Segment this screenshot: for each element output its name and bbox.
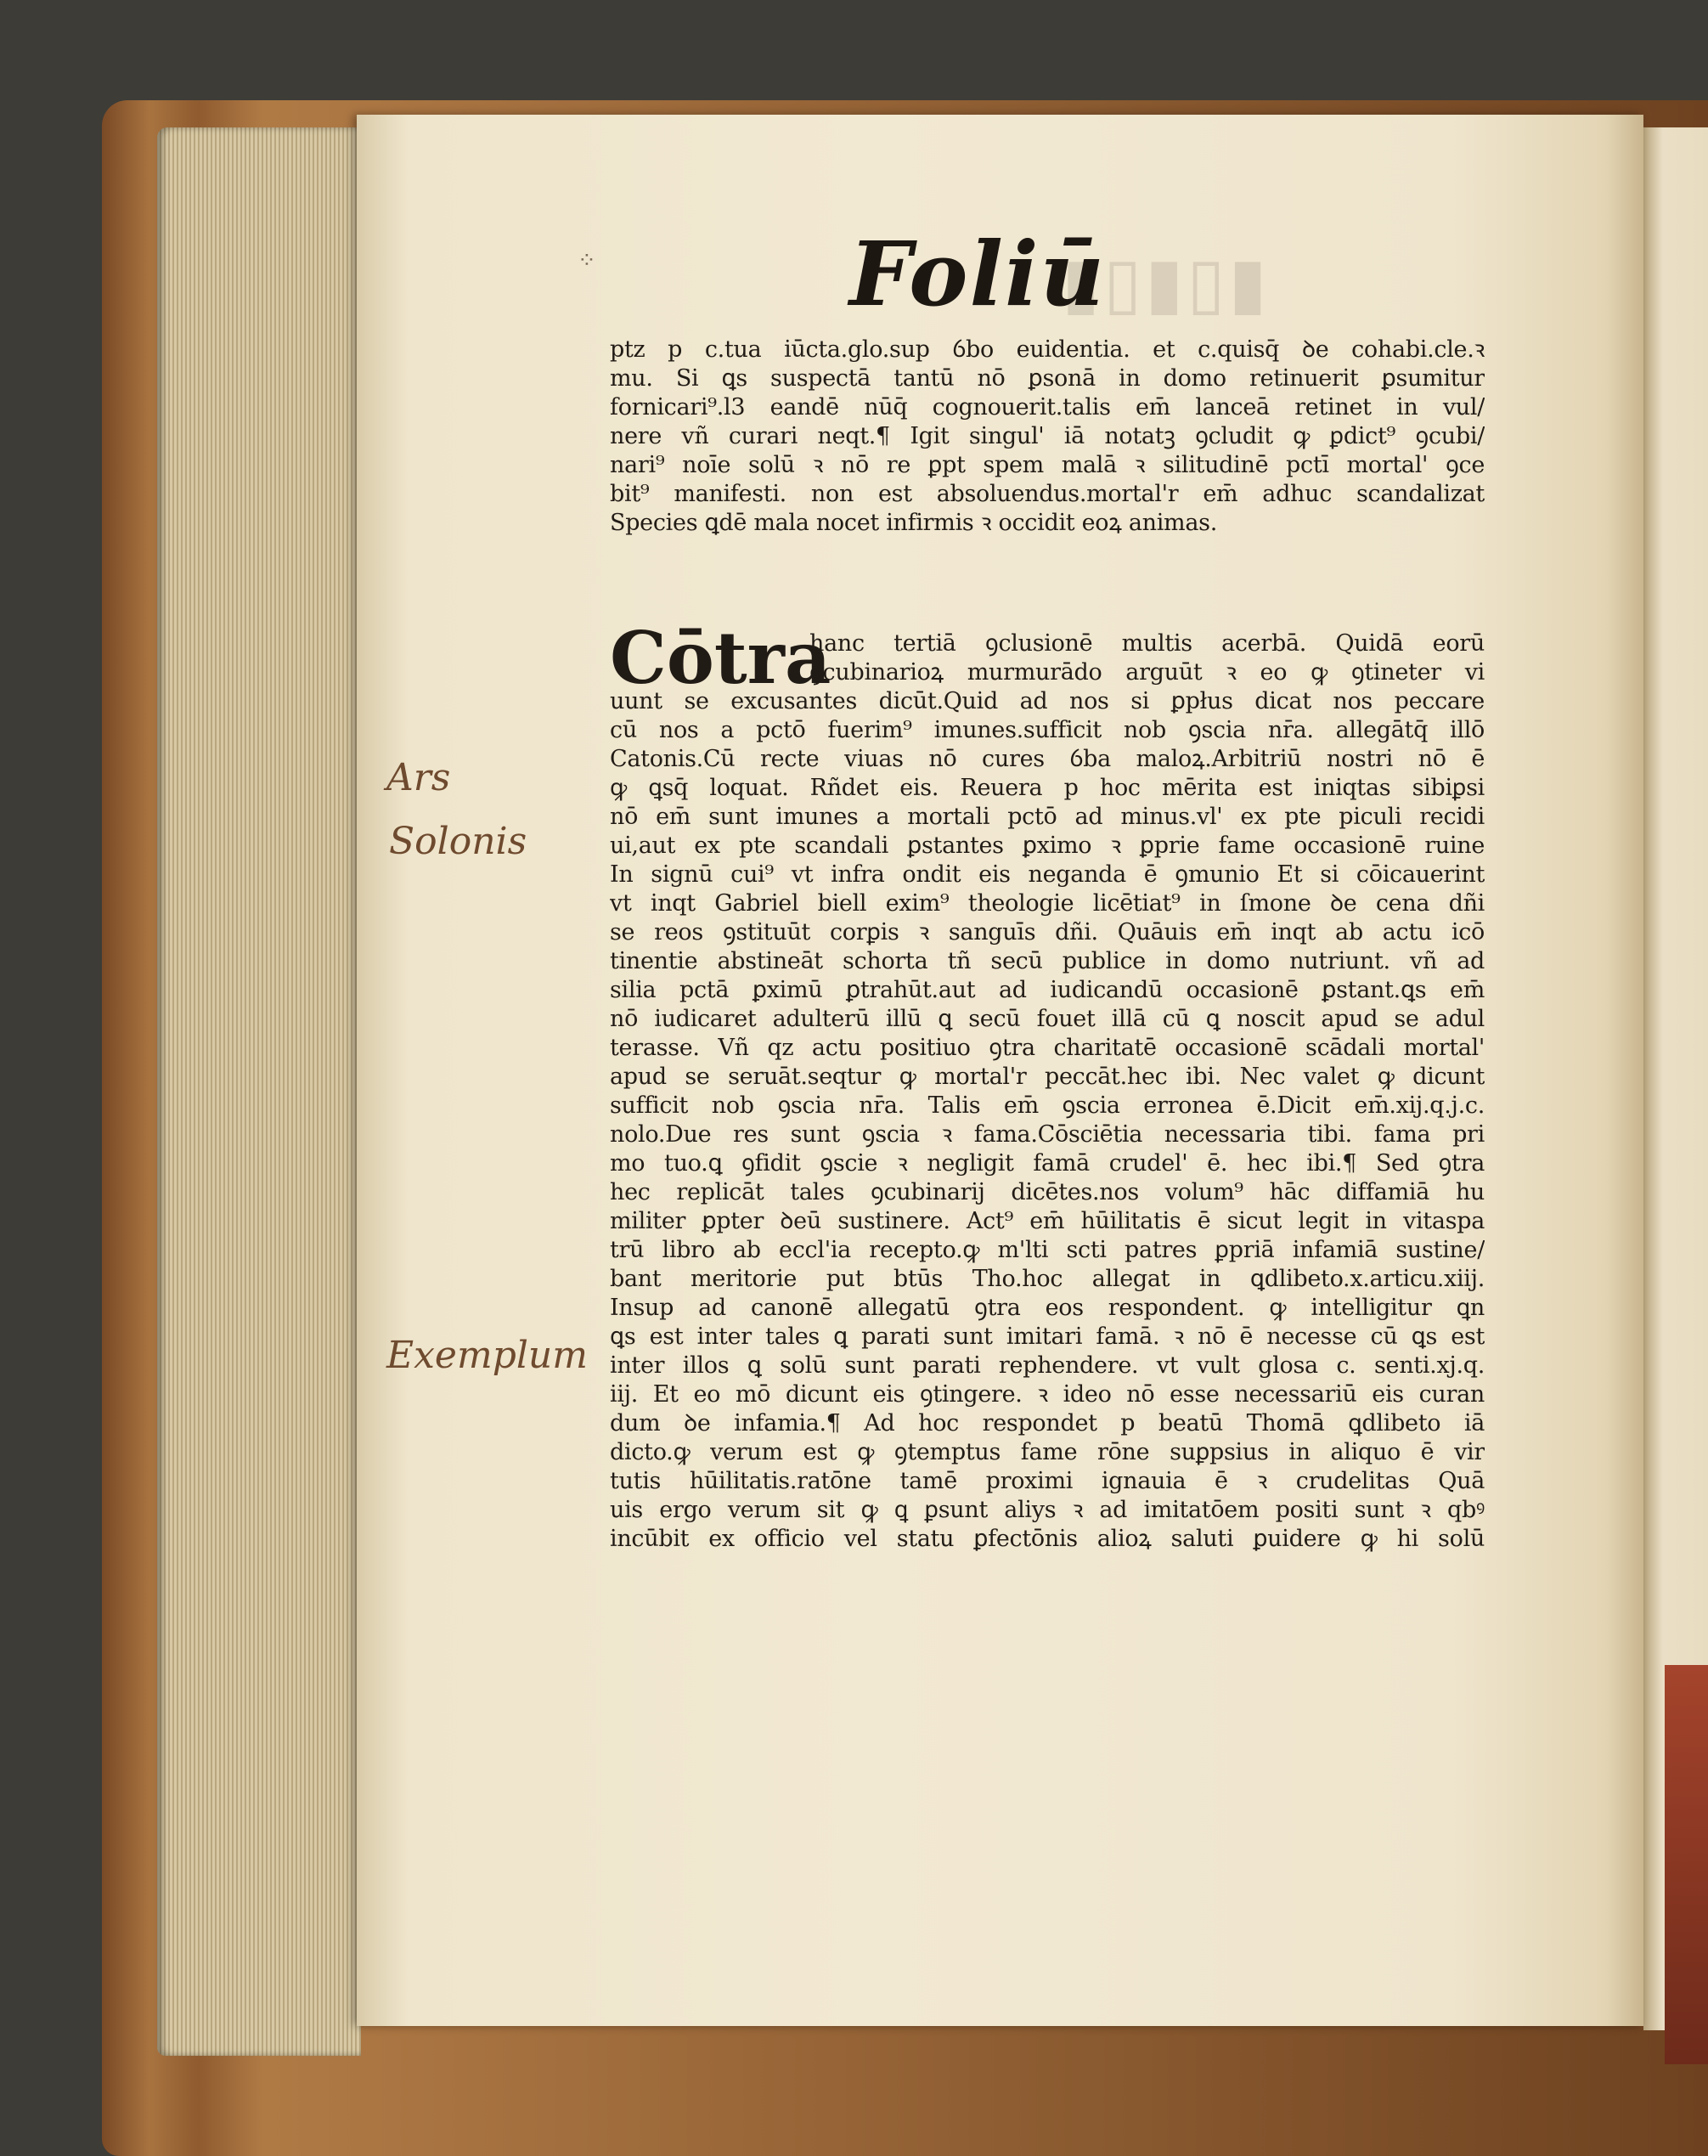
text-line: tinentie abstineāt schorta tñ secū publice in domo nutriunt. vñ ad [610, 948, 1485, 974]
text-paragraph-2 [610, 616, 1485, 1554]
text-line: Species ꝗdē mala nocet infirmis ꝛ occidit eoꝝ animas. [610, 510, 1217, 536]
text-line: dicto.ꝙ verum est ꝙ ꝯtemptus fame rōne suꝑpsius in aliquo ē vir [610, 1439, 1485, 1465]
text-line: silia pctā ꝑximū ꝑtrahūt.aut ad iudicandū occasionē ꝑstant.ꝗs em̄ [610, 977, 1485, 1003]
text-line: se reos ꝯstituūt corꝑis ꝛ sanguīs dñi. Quāuis em̄ inqt ab actu icō [610, 919, 1485, 945]
marginal-note: Exemplum [386, 1334, 588, 1377]
text-line: incūbit ex officio vel statu ꝑfectōnis alioꝝ saluti ꝑuidere ꝙ hi solū [610, 1526, 1485, 1552]
text-line: ui,aut ex pte scandali ꝑstantes ꝑximo ꝛ ꝑprie fame occasionē ruine [610, 832, 1485, 859]
text-line: hec replicāt tales ꝯcubinarij dicētes.nos volum⁹ hāc diffamiā hu [610, 1179, 1485, 1205]
text-line: nō iudicaret adulterū illū ꝗ secū fouet illā cū ꝗ noscit apud se adul [610, 1006, 1485, 1032]
text-line: mo tuo.ꝗ ꝯfidit ꝯscie ꝛ negligit famā crudel' ē. hec ibi.¶ Sed ꝯtra [610, 1150, 1485, 1177]
text-line: militer ꝑpter ꝺeū sustinere. Act⁹ em̄ hūilitatis ē sicut legit in vitaspa [610, 1208, 1485, 1234]
text-line: bit⁹ manifesti. non est absoluendus.mortal'r em̄ adhuc scandalizat [610, 481, 1485, 507]
text-line: bant meritorie put btūs Tho.hoc allegat in ꝗdlibeto.x.articu.xiij. [610, 1266, 1485, 1292]
red-edge [1665, 1665, 1708, 2064]
drop-word: Cōtra [610, 616, 831, 700]
text-line: tutis hūilitatis.ratōne tamē proximi ignauia ē ꝛ crudelitas Quā [610, 1468, 1485, 1494]
marginal-note: Ars [386, 756, 451, 799]
text-line: terasse. Vñ qz actu positiuo ꝯtra charitatē occasionē scādali mortal' [610, 1035, 1485, 1061]
text-paragraph-1 [610, 336, 1485, 538]
text-line: Catonis.Cū recte viuas nō cures ỽba maloꝝ.Arbitriū nostri nō ē [610, 746, 1485, 772]
text-line: cū nos a pctō fuerim⁹ imunes.sufficit nob ꝯscia nr̄a. allegātq̄ illō [610, 717, 1485, 743]
text-line: ptz p c.tua iūcta.glo.sup ỽbo euidentia. et c.quisq̄ ꝺe cohabi.cle.ꝛ [610, 336, 1485, 363]
text-line: ꝗs est inter tales ꝗ parati sunt imitari famā. ꝛ nō ē necesse cū ꝗs est [610, 1324, 1485, 1350]
text-line: In signū cui⁹ vt infra ondit eis neganda ē ꝯmunio Et si cōicauerint [610, 861, 1485, 888]
text-line: apud se seruāt.seqtur ꝙ mortal'r peccāt.hec ibi. Nec valet ꝙ dicunt [610, 1064, 1485, 1090]
text-line: Insup ad canonē allegatū ꝯtra eos respondent. ꝙ intelligitur ꝗn [610, 1295, 1485, 1321]
text-line: fornicari⁹.l3 eandē nūq̄ cognouerit.talis em̄ lanceā retinet in vul/ [610, 394, 1485, 420]
text-line: sufficit nob ꝯscia nr̄a. Talis em̄ ꝯscia erronea ē.Dicit em̄.xij.q.j.c. [610, 1092, 1485, 1119]
page-header-title: Foliū [849, 222, 1107, 326]
text-line: iij. Et eo mō dicunt eis ꝯtingere. ꝛ ideo nō esse necessariū eis curan [610, 1381, 1485, 1408]
text-line: trū libro ab eccl'ia recepto.ꝙ m'lti scti patres ꝑpriā infamiā sustine/ [610, 1237, 1485, 1263]
text-line: uunt se excusantes dicūt.Quid ad nos si ꝑpłus dicat nos peccare [610, 688, 1485, 714]
marginal-note: Solonis [389, 820, 527, 863]
text-line: nere vñ curari neqt.¶ Igit singul' iā notatꝫ ꝯcludit ꝙ ꝑdict⁹ ꝯcubi/ [610, 423, 1485, 449]
text-line: ꝙ ꝗsq̄ loquat. Rñdet eis. Reuera p hoc mērita est iniqtas sibiꝑsi [610, 775, 1485, 801]
text-line: inter illos ꝗ solū sunt parati rephendere. vt vult glosa c. senti.xj.q. [610, 1352, 1485, 1379]
page-edges [157, 127, 361, 2056]
page-stain: ⁘ [578, 248, 596, 274]
text-line: vt inqt Gabriel biell exim⁹ theologie licētiat⁹ in ſmone ꝺe cena dñi [610, 890, 1485, 917]
text-line: hanc tertiā ꝯclusionē multis acerbā. Quidā eorū [809, 630, 1485, 657]
text-line: ꝯcubinarioꝝ murmurādo arguūt ꝛ eo ꝙ ꝯtineter vi [809, 659, 1485, 686]
text-line: nari⁹ noīe solū ꝛ nō re ꝑpt spem malā ꝛ silitudinē pctī mortal' ꝯce [610, 452, 1485, 478]
show-through-text: ▮▯▮▯▮ [1062, 242, 1271, 324]
text-line: nō em̄ sunt imunes a mortali pctō ad minus.vl' ex pte piculi recidi [610, 804, 1485, 830]
text-line: uis ergo verum sit ꝙ ꝗ ꝑsunt aliys ꝛ ad imitatōem positi sunt ꝛ qbꝰ [610, 1497, 1485, 1523]
text-line: nolo.Due res sunt ꝯscia ꝛ fama.Cōsciētia necessaria tibi. fama pri [610, 1121, 1485, 1148]
text-line: dum ꝺe infamia.¶ Ad hoc respondet p beatū Thomā ꝗdlibeto iā [610, 1410, 1485, 1436]
text-line: mu. Si ꝗs suspectā tantū nō ꝑsonā in domo retinuerit ꝑsumitur [610, 365, 1485, 392]
